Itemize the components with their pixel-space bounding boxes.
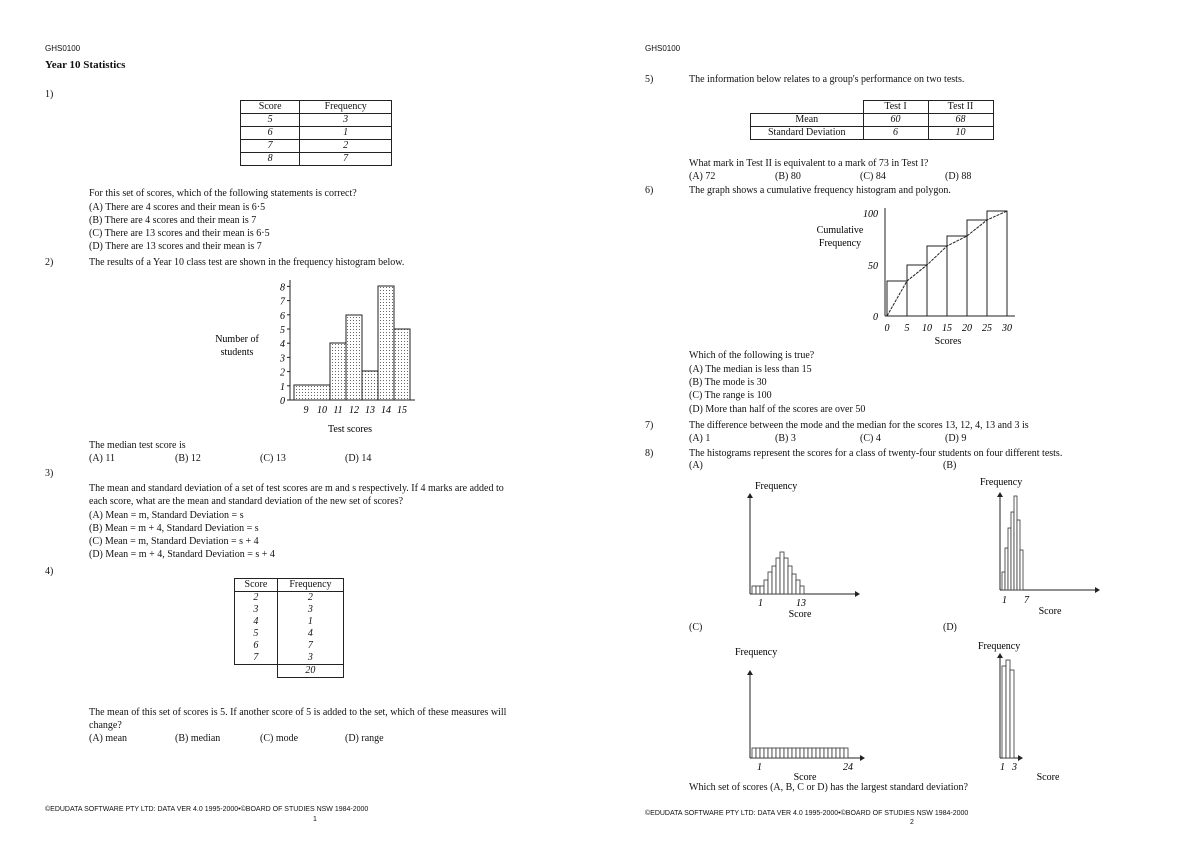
histogram-bar (330, 343, 346, 400)
histogram-bar (836, 748, 840, 758)
q8-d-bars (1002, 660, 1014, 758)
x-tick-label: 14 (381, 405, 391, 416)
table-cell: 60 (863, 114, 928, 127)
q7-option-c: (C) 4 (860, 433, 881, 444)
q2-question: The median test score is (89, 440, 186, 451)
x-tick-label: 20 (962, 323, 972, 334)
table-cell: 5 (241, 114, 300, 127)
histogram-bar (820, 748, 824, 758)
y-axis-arrow (747, 670, 753, 675)
q3-number: 3) (45, 468, 54, 479)
y-tick-label: 5 (280, 325, 285, 336)
q3-option-a: (A) Mean = m, Standard Deviation = s (89, 510, 244, 521)
table-cell: 1 (300, 127, 392, 140)
q8-b-tick-1: 1 (1002, 595, 1007, 606)
histogram-bar (784, 748, 788, 758)
table-header: Score (241, 101, 300, 114)
histogram-bar (346, 315, 362, 400)
q8-b-tick-7: 7 (1024, 595, 1029, 606)
q2-bars (294, 286, 410, 400)
q6-stem: The graph shows a cumulative frequency histogram and polygon. (689, 185, 951, 196)
page-number: 1 (313, 816, 317, 823)
table-cell: 6 (863, 127, 928, 140)
histogram-bar (294, 385, 330, 400)
q1-stem: For this set of scores, which of the following statements is correct? (89, 188, 357, 199)
q8-chart-c (720, 640, 880, 785)
q8-c-xlabel: Score (793, 772, 817, 783)
table-cell: 7 (241, 140, 300, 153)
q8-chart-b-label: (B) (943, 460, 957, 471)
histogram-bar (788, 566, 792, 594)
q8-chart-c-label: (C) (689, 622, 703, 633)
table-cell: 6 (235, 640, 278, 652)
table-cell: 7 (300, 153, 392, 166)
q2-ylabel-1: Number of (215, 334, 259, 345)
table-row (241, 114, 392, 127)
table-row (241, 140, 392, 153)
histogram-bar (967, 220, 987, 316)
q6-x-ticks (885, 323, 1013, 334)
q2-xlabel: Test scores (327, 424, 373, 435)
q6-option-b: (B) The mode is 30 (689, 377, 767, 388)
histogram-bar (796, 580, 800, 594)
y-axis-arrow (997, 653, 1003, 658)
x-axis-arrow (1095, 587, 1100, 593)
q2-option-b: (B) 12 (175, 453, 201, 464)
histogram-bar (756, 748, 760, 758)
histogram-bar (800, 586, 804, 594)
table-row (241, 153, 392, 166)
histogram-bar (772, 566, 776, 594)
histogram-bar (804, 748, 808, 758)
histogram-bar (840, 748, 844, 758)
table-cell: 5 (235, 628, 278, 640)
table-cell: 3 (277, 604, 343, 616)
q4-stem-2: change? (89, 720, 122, 731)
histogram-bar (362, 371, 378, 400)
histogram-bar (1020, 550, 1023, 590)
footer-copyright: ©EDUDATA SOFTWARE PTY LTD: DATA VER 4.0 1995-2000•©BOARD OF STUDIES NSW 1984-2000 (645, 810, 969, 817)
histogram-bar (796, 748, 800, 758)
q2-histogram (200, 272, 430, 442)
q8-d-tick-3: 3 (1012, 762, 1017, 773)
q8-a-bars (752, 552, 804, 594)
y-tick-label: 1 (280, 381, 285, 393)
histogram-bar (780, 552, 784, 594)
histogram-bar (1008, 528, 1011, 590)
x-tick-label: 15 (397, 405, 407, 416)
q5-option-b: (B) 80 (775, 171, 801, 182)
q8-a-tick-13: 13 (796, 598, 806, 609)
y-axis-arrow (747, 493, 753, 498)
histogram-bar (792, 574, 796, 594)
q2-ylabel-2: students (220, 347, 254, 358)
q4-option-a: (A) mean (89, 733, 128, 744)
histogram-bar (816, 748, 820, 758)
q3-option-c: (C) Mean = m, Standard Deviation = s + 4 (89, 536, 259, 547)
table-header (751, 101, 864, 114)
y-tick-label: 3 (280, 353, 285, 365)
q5-number: 5) (645, 74, 654, 85)
table-cell: 4 (277, 628, 343, 640)
q7-stem: The difference between the mode and the median for the scores 13, 12, 4, 13 and 3 is (689, 420, 1029, 431)
q8-c-tick-1: 1 (757, 762, 762, 773)
x-tick-label: 9 (303, 405, 309, 416)
table-row (751, 114, 994, 127)
q2-number: 2) (45, 257, 54, 268)
page-title: Year 10 Statistics (45, 59, 126, 71)
histogram-bar (1002, 572, 1005, 590)
y-tick-label: 4 (280, 339, 285, 351)
document-code: GHS0100 (45, 44, 81, 53)
table-row (241, 127, 392, 140)
q7-option-b: (B) 3 (775, 433, 796, 444)
histogram-bar (1005, 548, 1008, 590)
x-tick-label: 12 (349, 405, 359, 416)
q6-ylabel-2: Frequency (818, 238, 862, 249)
histogram-bar (780, 748, 784, 758)
q1-number: 1) (45, 89, 54, 100)
q6-bars (887, 211, 1007, 316)
q4-option-b: (B) median (175, 733, 221, 744)
q8-c-tick-24: 24 (843, 762, 853, 773)
table-cell: 10 (928, 127, 993, 140)
q2-option-c: (C) 13 (260, 453, 286, 464)
histogram-bar (832, 748, 836, 758)
page-2 (600, 0, 1200, 848)
q6-ytick-50: 50 (868, 261, 878, 272)
x-tick-label: 5 (904, 323, 910, 334)
table-cell: 6 (241, 127, 300, 140)
q4-stem-1: The mean of this set of scores is 5. If another score of 5 is added to the set, which of these measures will (89, 707, 507, 718)
histogram-bar (788, 748, 792, 758)
y-tick-label: 8 (280, 282, 285, 294)
table-cell: 7 (235, 652, 278, 665)
histogram-bar (394, 329, 410, 400)
table-row (235, 592, 344, 605)
table-header-row (235, 579, 344, 592)
histogram-bar (776, 748, 780, 758)
q4-number: 4) (45, 566, 54, 577)
q8-a-xlabel: Score (788, 609, 812, 620)
q8-chart-b (970, 472, 1120, 622)
q6-question: Which of the following is true? (689, 350, 815, 361)
histogram-bar (760, 748, 764, 758)
x-axis-arrow (855, 591, 860, 597)
q3-stem-2: each score, what are the mean and standard deviation of the new set of scores? (89, 496, 404, 507)
histogram-bar (768, 572, 772, 594)
histogram-bar (927, 246, 947, 316)
histogram-bar (756, 586, 760, 594)
histogram-bar (1011, 512, 1014, 590)
q6-option-c: (C) The range is 100 (689, 390, 772, 401)
histogram-bar (784, 558, 788, 594)
q8-chart-d-label: (D) (943, 622, 957, 633)
q7-option-d: (D) 9 (945, 433, 967, 444)
q7-number: 7) (645, 420, 654, 431)
histogram-bar (800, 748, 804, 758)
table-row (751, 127, 994, 140)
q4-table (234, 578, 344, 678)
q1-option-c: (C) There are 13 scores and their mean is 6·5 (89, 228, 270, 239)
q6-number: 6) (645, 185, 654, 196)
q8-chart-a-label: (A) (689, 460, 703, 471)
q8-a-ylabel: Frequency (755, 481, 798, 492)
q6-cumulative-histogram (800, 198, 1030, 348)
y-tick-label: 2 (280, 367, 285, 379)
q3-option-d: (D) Mean = m + 4, Standard Deviation = s + 4 (89, 549, 275, 560)
histogram-bar (768, 748, 772, 758)
table-row (235, 640, 344, 652)
page-number: 2 (910, 819, 914, 826)
q8-d-tick-1: 1 (1000, 762, 1005, 773)
q2-stem: The results of a Year 10 class test are shown in the frequency histogram below. (89, 257, 405, 268)
table-header: Frequency (300, 101, 392, 114)
histogram-bar (1010, 670, 1014, 758)
histogram-bar (824, 748, 828, 758)
table-total: 20 (277, 665, 343, 678)
q8-c-bars (752, 748, 848, 758)
q8-number: 8) (645, 448, 654, 459)
q4-option-d: (D) range (345, 733, 384, 744)
q6-option-a: (A) The median is less than 15 (689, 364, 812, 375)
histogram-bar (1002, 666, 1006, 758)
q3-stem-1: The mean and standard deviation of a set of test scores are m and s respectively. If 4 marks are added to (89, 483, 504, 494)
x-tick-label: 0 (884, 323, 890, 334)
histogram-bar (752, 586, 756, 594)
q8-d-ylabel: Frequency (978, 641, 1021, 652)
q5-option-c: (C) 84 (860, 171, 886, 182)
table-cell: 1 (277, 616, 343, 628)
table-header: Test II (928, 101, 993, 114)
table-cell: 3 (300, 114, 392, 127)
x-axis-arrow (860, 755, 865, 761)
table-cell: Standard Deviation (751, 127, 864, 140)
q5-table (750, 100, 994, 140)
histogram-bar (812, 748, 816, 758)
table-cell: 8 (241, 153, 300, 166)
q5-option-a: (A) 72 (689, 171, 716, 182)
x-axis-arrow (1018, 755, 1023, 761)
table-cell: Mean (751, 114, 864, 127)
histogram-bar (1006, 660, 1010, 758)
q8-b-bars (1002, 496, 1023, 590)
q8-a-tick-1: 1 (758, 598, 763, 609)
histogram-bar (760, 586, 764, 594)
q6-ytick-100: 100 (863, 209, 878, 220)
q8-b-ylabel: Frequency (980, 477, 1023, 488)
table-cell: 3 (235, 604, 278, 616)
table-row (235, 652, 344, 665)
table-cell: 2 (277, 592, 343, 605)
table-cell: 2 (235, 592, 278, 605)
q1-option-d: (D) There are 13 scores and their mean is 7 (89, 241, 262, 252)
x-tick-label: 15 (942, 323, 952, 334)
table-cell: 4 (235, 616, 278, 628)
q8-question: Which set of scores (A, B, C or D) has the largest standard deviation? (689, 782, 968, 793)
histogram-bar (828, 748, 832, 758)
x-tick-label: 10 (922, 323, 932, 334)
x-tick-label: 13 (365, 405, 375, 416)
table-header: Test I (863, 101, 928, 114)
table-row (235, 604, 344, 616)
q1-table (240, 100, 392, 166)
histogram-bar (1017, 520, 1020, 590)
table-header: Score (235, 579, 278, 592)
table-total-row (235, 665, 344, 678)
q8-chart-a (720, 476, 870, 626)
document-code: GHS0100 (645, 44, 681, 53)
table-header: Frequency (277, 579, 343, 592)
y-axis-arrow (997, 492, 1003, 497)
q8-stem: The histograms represent the scores for a class of twenty-four students on four different tests. (689, 448, 1063, 459)
q2-x-ticks (304, 405, 408, 416)
x-tick-label: 10 (317, 405, 327, 416)
x-tick-label: 30 (1002, 323, 1012, 334)
table-cell: 68 (928, 114, 993, 127)
histogram-bar (1014, 496, 1017, 590)
q5-question: What mark in Test II is equivalent to a mark of 73 in Test I? (689, 158, 929, 169)
histogram-bar (792, 748, 796, 758)
x-tick-label: 25 (982, 323, 992, 334)
q6-xlabel: Scores (934, 336, 962, 347)
table-header-row (241, 101, 392, 114)
q1-option-a: (A) There are 4 scores and their mean is 6·5 (89, 202, 266, 213)
histogram-bar (764, 748, 768, 758)
table-row (235, 616, 344, 628)
q8-b-xlabel: Score (1038, 606, 1062, 617)
y-tick-label: 6 (280, 310, 285, 322)
x-tick-label: 11 (333, 405, 343, 416)
footer-copyright: ©EDUDATA SOFTWARE PTY LTD: DATA VER 4.0 1995-2000•©BOARD OF STUDIES NSW 1984-2000 (45, 806, 369, 813)
q8-c-ylabel: Frequency (735, 647, 778, 658)
q6-option-d: (D) More than half of the scores are over 50 (689, 404, 866, 415)
q5-option-d: (D) 88 (945, 171, 972, 182)
y-tick-label: 7 (280, 296, 285, 308)
q7-option-a: (A) 1 (689, 433, 711, 444)
table-row (235, 628, 344, 640)
q2-option-d: (D) 14 (345, 453, 372, 464)
q5-stem: The information below relates to a group's performance on two tests. (689, 74, 965, 85)
histogram-bar (987, 211, 1007, 316)
histogram-bar (378, 286, 394, 400)
table-cell: 2 (300, 140, 392, 153)
q8-d-xlabel: Score (1036, 772, 1060, 783)
q3-option-b: (B) Mean = m + 4, Standard Deviation = s (89, 523, 259, 534)
table-header-row (751, 101, 994, 114)
table-cell: 7 (277, 640, 343, 652)
q1-option-b: (B) There are 4 scores and their mean is 7 (89, 215, 257, 226)
histogram-bar (764, 580, 768, 594)
q4-option-c: (C) mode (260, 733, 299, 744)
table-cell: 3 (277, 652, 343, 665)
q6-ytick-0: 0 (873, 312, 878, 323)
q2-y-ticks (279, 282, 290, 407)
histogram-bar (808, 748, 812, 758)
q6-ylabel-1: Cumulative (816, 225, 864, 236)
histogram-bar (947, 236, 967, 316)
histogram-bar (844, 748, 848, 758)
histogram-bar (772, 748, 776, 758)
histogram-bar (752, 748, 756, 758)
histogram-bar (776, 558, 780, 594)
q8-chart-d (970, 636, 1120, 786)
y-tick-label: 0 (280, 396, 285, 407)
q2-option-a: (A) 11 (89, 453, 116, 464)
